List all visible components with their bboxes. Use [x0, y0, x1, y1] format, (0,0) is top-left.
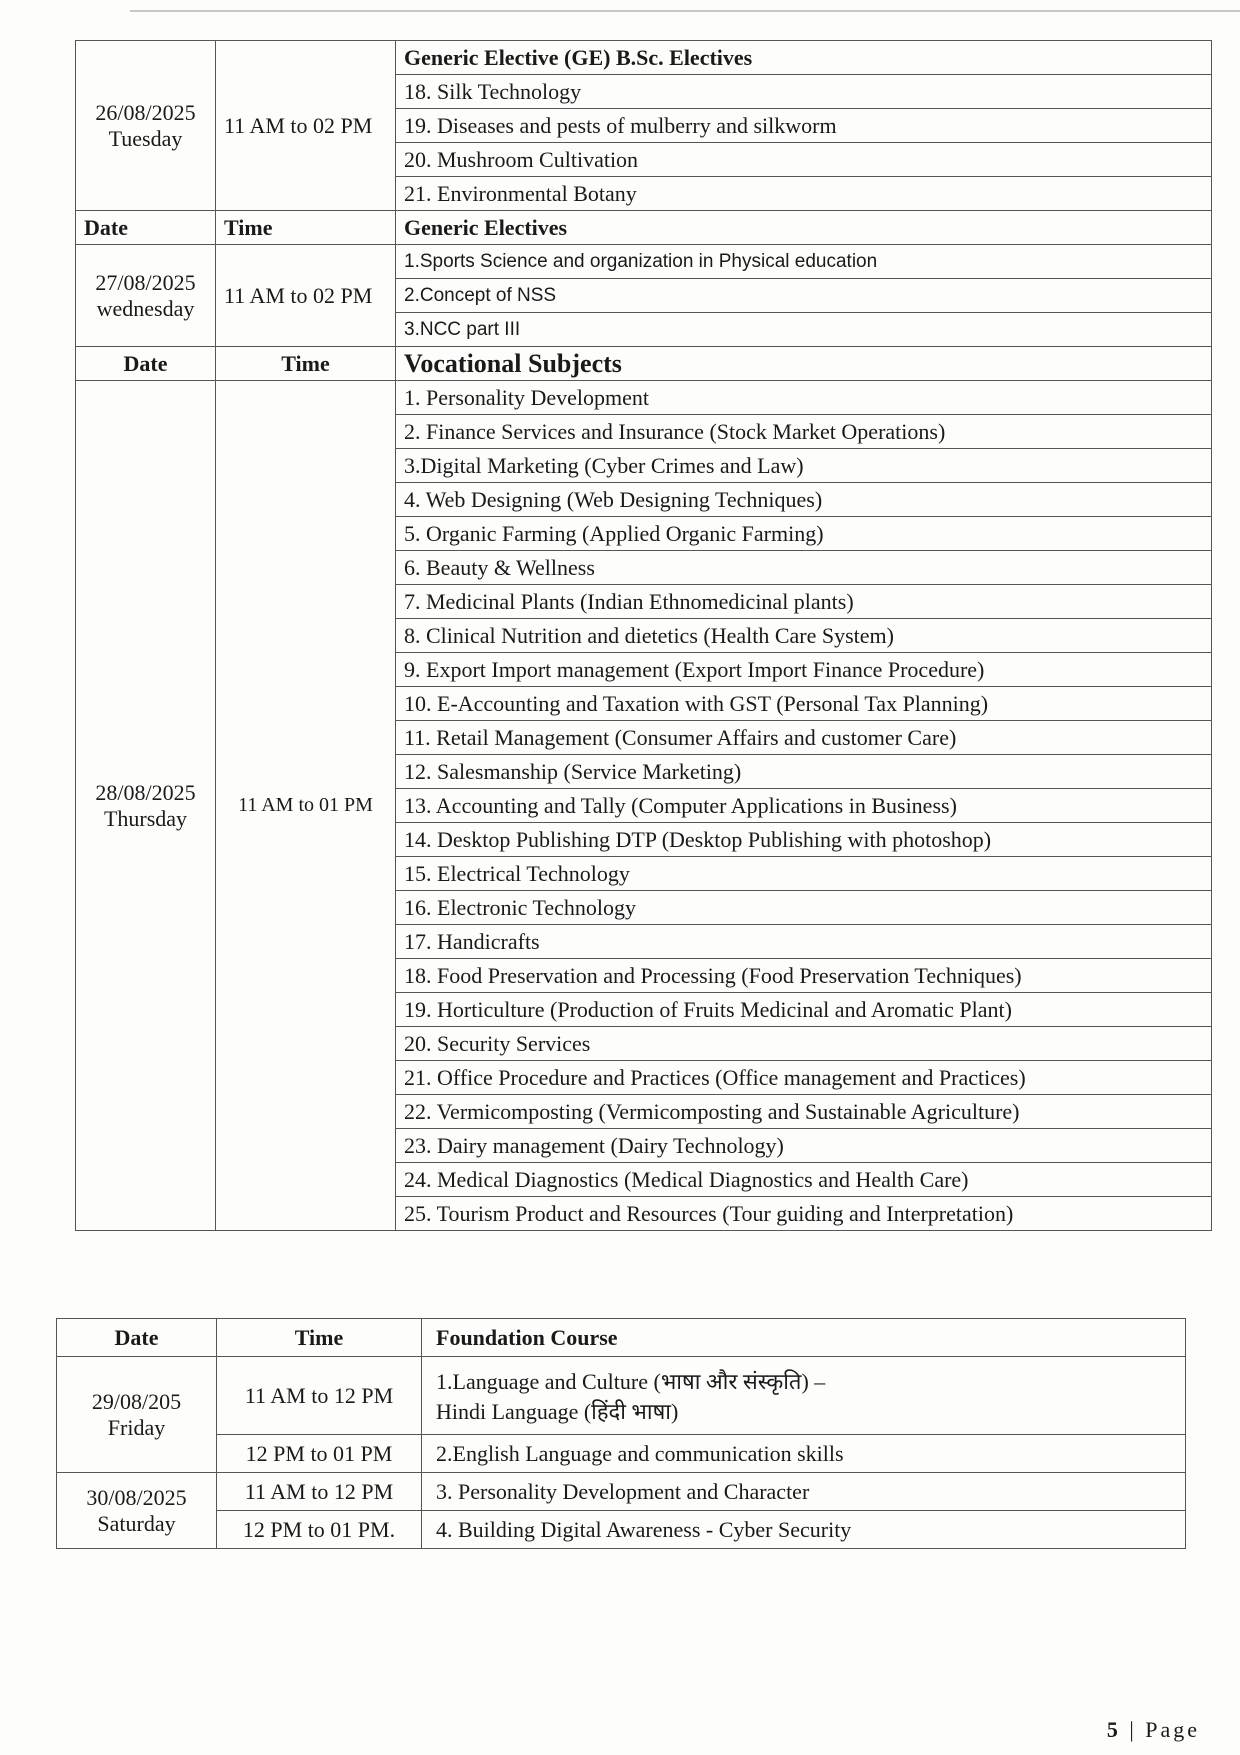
ge-bsc-time: 11 AM to 02 PM: [216, 41, 396, 211]
ge-bsc-date: 26/08/2025: [95, 99, 196, 125]
foundation-course: 2.English Language and communication skills: [422, 1435, 1186, 1473]
subject-item: 24. Medical Diagnostics (Medical Diagnostics and Health Care): [396, 1163, 1212, 1197]
subject-item: 1.Sports Science and organization in Physical education: [396, 245, 1212, 279]
foundation-course: 4. Building Digital Awareness - Cyber Security: [422, 1511, 1186, 1549]
subject-item: 19. Horticulture (Production of Fruits Medicinal and Aromatic Plant): [396, 993, 1212, 1027]
time-header: Time: [217, 1319, 422, 1357]
foundation-time: 12 PM to 01 PM.: [217, 1511, 422, 1549]
vocational-day: Thursday: [103, 805, 188, 831]
foundation-header: Foundation Course: [422, 1319, 1186, 1357]
subject-item: 20. Mushroom Cultivation: [396, 143, 1212, 177]
ge-time: 11 AM to 02 PM: [216, 245, 396, 347]
foundation-day1-date: 29/08/205: [91, 1388, 182, 1414]
subject-item: 23. Dairy management (Dairy Technology): [396, 1129, 1212, 1163]
foundation-course-line2: Hindi Language (हिंदी भाषा): [436, 1398, 679, 1424]
date-header: Date: [57, 1319, 217, 1357]
subject-item: 12. Salesmanship (Service Marketing): [396, 755, 1212, 789]
subject-item: 13. Accounting and Tally (Computer Applications in Business): [396, 789, 1212, 823]
subject-item: 21. Office Procedure and Practices (Office management and Practices): [396, 1061, 1212, 1095]
ge-header: Generic Electives: [396, 211, 1212, 245]
subject-item: 6. Beauty & Wellness: [396, 551, 1212, 585]
subject-item: 4. Web Designing (Web Designing Techniques): [396, 483, 1212, 517]
foundation-day1-cell: [57, 1357, 217, 1473]
ge-bsc-date-cell: [76, 41, 216, 211]
subject-item: 3.NCC part III: [396, 313, 1212, 347]
foundation-day2-cell: [57, 1473, 217, 1549]
vocational-time: 11 AM to 01 PM: [216, 381, 396, 1231]
foundation-course-table: [56, 1318, 1186, 1549]
ge-date-cell: [76, 245, 216, 347]
date-header: Date: [76, 211, 216, 245]
time-header: Time: [216, 347, 396, 381]
foundation-time: 11 AM to 12 PM: [217, 1357, 422, 1435]
subject-item: 18. Food Preservation and Processing (Food Preservation Techniques): [396, 959, 1212, 993]
subject-item: 2.Concept of NSS: [396, 279, 1212, 313]
exam-schedule-table: [75, 40, 1212, 1231]
subject-item: 8. Clinical Nutrition and dietetics (Health Care System): [396, 619, 1212, 653]
foundation-course: [422, 1357, 1186, 1435]
ge-date: 27/08/2025: [95, 269, 196, 295]
subject-item: 22. Vermicomposting (Vermicomposting and Sustainable Agriculture): [396, 1095, 1212, 1129]
foundation-day2-day: Saturday: [97, 1510, 176, 1536]
subject-item: 16. Electronic Technology: [396, 891, 1212, 925]
ge-bsc-day: Tuesday: [108, 125, 183, 151]
subject-item: 7. Medicinal Plants (Indian Ethnomedicinal plants): [396, 585, 1212, 619]
foundation-time: 11 AM to 12 PM: [217, 1473, 422, 1511]
vocational-header: Vocational Subjects: [396, 347, 1212, 381]
page-label: | Page: [1129, 1717, 1200, 1742]
ge-bsc-header: Generic Elective (GE) B.Sc. Electives: [396, 41, 1212, 75]
page-footer: [1107, 1717, 1200, 1743]
foundation-day2-date: 30/08/2025: [86, 1484, 187, 1510]
subject-item: 10. E-Accounting and Taxation with GST (Personal Tax Planning): [396, 687, 1212, 721]
subject-item: 1. Personality Development: [396, 381, 1212, 415]
ge-day: wednesday: [96, 295, 195, 321]
top-border-line: [130, 10, 1240, 12]
subject-item: 9. Export Import management (Export Import Finance Procedure): [396, 653, 1212, 687]
time-header: Time: [216, 211, 396, 245]
subject-item: 5. Organic Farming (Applied Organic Farming): [396, 517, 1212, 551]
date-header: Date: [76, 347, 216, 381]
subject-item: 25. Tourism Product and Resources (Tour guiding and Interpretation): [396, 1197, 1212, 1231]
subject-item: 15. Electrical Technology: [396, 857, 1212, 891]
foundation-course: 3. Personality Development and Character: [422, 1473, 1186, 1511]
foundation-course-line1: 1.Language and Culture (भाषा और संस्कृति) –: [436, 1368, 826, 1394]
subject-item: 19. Diseases and pests of mulberry and silkworm: [396, 109, 1212, 143]
subject-item: 14. Desktop Publishing DTP (Desktop Publishing with photoshop): [396, 823, 1212, 857]
page-number: 5: [1106, 1717, 1121, 1742]
subject-item: 17. Handicrafts: [396, 925, 1212, 959]
subject-item: 2. Finance Services and Insurance (Stock Market Operations): [396, 415, 1212, 449]
foundation-day1-day: Friday: [107, 1414, 166, 1440]
subject-item: 3.Digital Marketing (Cyber Crimes and Law): [396, 449, 1212, 483]
vocational-date-cell: [76, 381, 216, 1231]
foundation-time: 12 PM to 01 PM: [217, 1435, 422, 1473]
vocational-date: 28/08/2025: [95, 779, 196, 805]
subject-item: 21. Environmental Botany: [396, 177, 1212, 211]
subject-item: 11. Retail Management (Consumer Affairs and customer Care): [396, 721, 1212, 755]
subject-item: 20. Security Services: [396, 1027, 1212, 1061]
subject-item: 18. Silk Technology: [396, 75, 1212, 109]
